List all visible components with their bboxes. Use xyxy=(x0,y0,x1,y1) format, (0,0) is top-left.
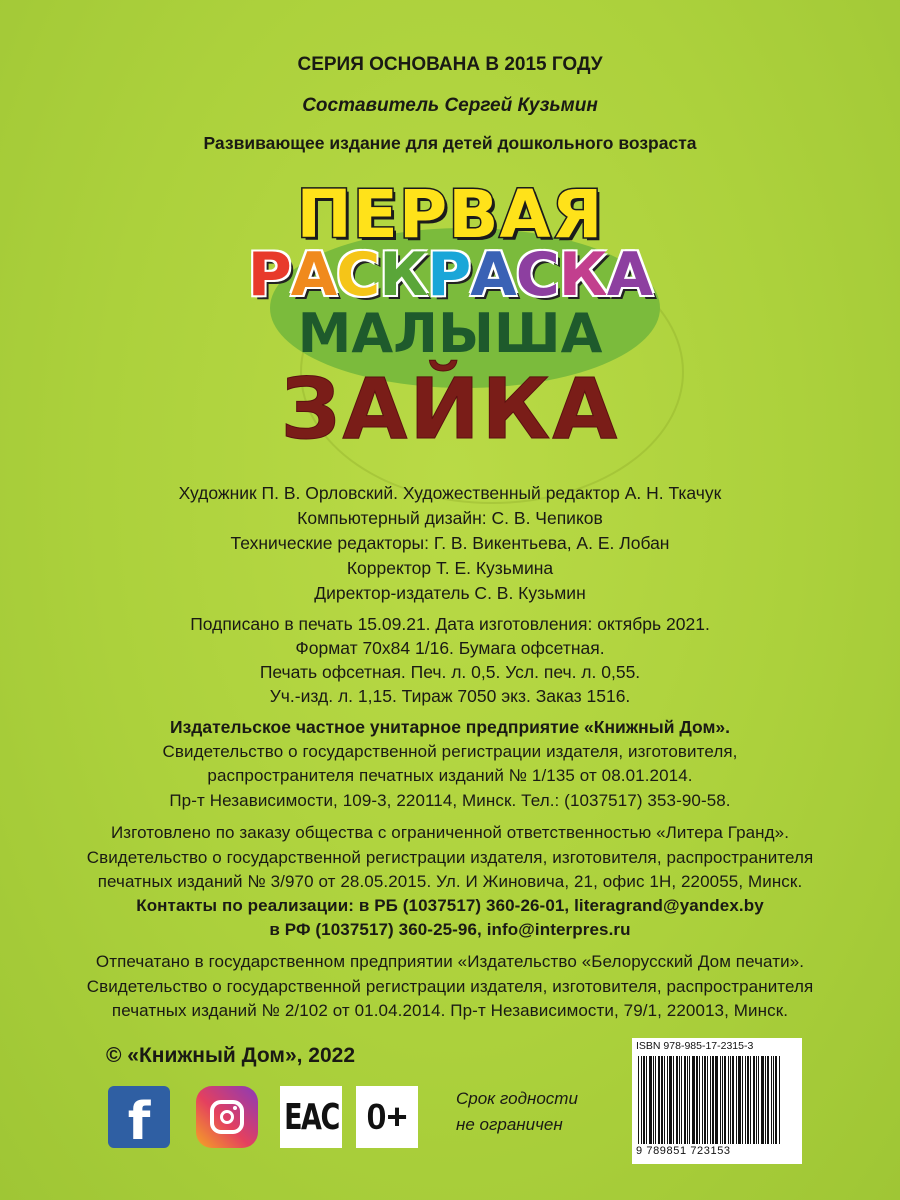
barcode-bar xyxy=(775,1056,777,1144)
barcode-bar xyxy=(696,1056,698,1144)
eac-mark-text: ЕАС xyxy=(283,1096,339,1138)
series-founded-line: СЕРИЯ ОСНОВАНА В 2015 ГОДУ xyxy=(297,54,603,75)
barcode-bar xyxy=(658,1056,660,1144)
barcode-bar xyxy=(761,1056,764,1144)
barcode-bar xyxy=(673,1056,674,1144)
facebook-glyph: f xyxy=(127,1092,151,1152)
barcode-bar xyxy=(736,1056,737,1144)
barcode-bar xyxy=(692,1056,695,1144)
print-info-line4: Уч.-изд. л. 1,15. Тираж 7050 экз. Заказ 1516. xyxy=(269,686,631,706)
credit-tech-editors: Технические редакторы: Г. В. Викентьева, А. Е. Лобан xyxy=(230,533,670,553)
title-line-raskraska xyxy=(0,240,900,310)
title-letter: С xyxy=(515,240,559,310)
eac-mark-icon xyxy=(280,1086,342,1148)
title-letter: А xyxy=(290,240,337,310)
credit-design: Компьютерный дизайн: С. В. Чепиков xyxy=(297,508,603,528)
publisher-name: Издательское частное унитарное предприятие «Книжный Дом». xyxy=(169,717,731,737)
barcode-bar xyxy=(661,1056,663,1144)
barcode-bar xyxy=(667,1056,668,1144)
barcode-bar xyxy=(655,1056,656,1144)
title-letter: К xyxy=(379,240,428,310)
title-letter: А xyxy=(606,240,653,310)
barcode-bar xyxy=(720,1056,721,1144)
barcode-bar xyxy=(747,1056,749,1144)
instagram-lens xyxy=(220,1110,234,1124)
barcode-bar xyxy=(689,1056,690,1144)
barcode-bar xyxy=(724,1056,726,1144)
barcode-bar xyxy=(732,1056,734,1144)
instagram-camera-shape xyxy=(210,1100,244,1134)
barcode-bar xyxy=(771,1056,772,1144)
printer-line2: Свидетельство о государственной регистрации издателя, изготовителя, распространителя xyxy=(86,977,814,996)
title-letter: Р xyxy=(427,240,471,310)
barcode-bar xyxy=(753,1056,755,1144)
age-rating-icon xyxy=(356,1086,418,1148)
credit-corrector: Корректор Т. Е. Кузьмина xyxy=(346,558,554,578)
title-line-zayka: ЗАЙКА xyxy=(280,360,620,458)
facebook-icon xyxy=(108,1086,170,1152)
instagram-icon xyxy=(196,1086,258,1148)
barcode-bar xyxy=(710,1056,711,1144)
barcode-bar xyxy=(728,1056,729,1144)
barcode-bar xyxy=(750,1056,751,1144)
barcode-bar xyxy=(704,1056,706,1144)
publisher-cert-1: Свидетельство о государственной регистрации издателя, изготовителя, xyxy=(162,742,738,761)
credit-director: Директор-издатель С. В. Кузьмин xyxy=(314,583,586,603)
barcode-bar xyxy=(684,1056,686,1144)
barcode-bar xyxy=(679,1056,680,1144)
print-info-line1: Подписано в печать 15.09.21. Дата изготовления: октябрь 2021. xyxy=(190,614,710,634)
barcode-bar xyxy=(681,1056,682,1144)
barcode-bar xyxy=(687,1056,688,1144)
print-info-line3: Печать офсетная. Печ. л. 0,5. Усл. печ. л. 0,55. xyxy=(259,662,641,682)
title-letter: С xyxy=(336,240,380,310)
barcode-bar xyxy=(702,1056,703,1144)
barcode-bar xyxy=(756,1056,757,1144)
credit-artist: Художник П. В. Орловский. Художественный редактор А. Н. Ткачук xyxy=(178,483,722,503)
edition-description: Развивающее издание для детей дошкольного возраста xyxy=(203,133,697,153)
isbn-label: ISBN 978-985-17-2315-3 xyxy=(636,1040,754,1052)
title-letter: А xyxy=(470,240,516,310)
barcode-bar xyxy=(758,1056,759,1144)
sales-contacts-rb: Контакты по реализации: в РБ (1037517) 360-26-01, literagrand@yandex.by xyxy=(136,896,764,915)
barcode-number: 9 789851 723153 xyxy=(636,1145,731,1157)
title-line-malysha: МАЛЫША xyxy=(297,302,603,365)
shelf-life-note xyxy=(456,1086,578,1138)
barcode-bar xyxy=(664,1056,665,1144)
barcode-bar xyxy=(779,1056,780,1144)
age-rating-text: 0+ xyxy=(366,1096,408,1137)
barcode-bar xyxy=(730,1056,731,1144)
barcode-bar xyxy=(712,1056,714,1144)
barcode-bar xyxy=(742,1056,743,1144)
barcode-bar xyxy=(765,1056,766,1144)
barcode-bar xyxy=(699,1056,700,1144)
publisher-address: Пр-т Независимости, 109-3, 220114, Минск. Тел.: (1037517) 353-90-58. xyxy=(169,791,731,810)
barcode-bar xyxy=(707,1056,708,1144)
barcode-bar xyxy=(676,1056,678,1144)
barcode-bar xyxy=(653,1056,654,1144)
barcode-bar xyxy=(646,1056,647,1144)
barcode-bar xyxy=(745,1056,746,1144)
manufacturer-line3: печатных изданий № 3/970 от 28.05.2015. Ул. И Жиновича, 21, офис 1Н, 220055, Минск. xyxy=(97,872,803,891)
barcode-bar xyxy=(738,1056,741,1144)
barcode-bar xyxy=(722,1056,723,1144)
shelf-life-line1: Срок годности xyxy=(456,1089,578,1108)
barcode-bar xyxy=(669,1056,672,1144)
barcode-bar xyxy=(767,1056,769,1144)
sales-contacts-rf: в РФ (1037517) 360-25-96, info@interpres.ru xyxy=(269,920,631,939)
shelf-life-line2: не ограничен xyxy=(456,1115,563,1134)
barcode-bar xyxy=(649,1056,652,1144)
barcode-box xyxy=(632,1038,802,1164)
barcode-bar xyxy=(638,1056,639,1144)
print-info-line2: Формат 70х84 1/16. Бумага офсетная. xyxy=(295,638,605,658)
barcode-bars xyxy=(638,1056,796,1144)
title-letter: К xyxy=(558,240,607,310)
title-letter: Р xyxy=(247,240,291,310)
publisher-cert-2: распространителя печатных изданий № 1/135 от 08.01.2014. xyxy=(207,766,693,785)
barcode-bar xyxy=(641,1056,642,1144)
copyright: © «Книжный Дом», 2022 xyxy=(106,1044,356,1067)
compiler-line: Составитель Сергей Кузьмин xyxy=(302,95,598,116)
title-line-pervaya: ПЕРВАЯ xyxy=(296,176,604,253)
manufacturer-line2: Свидетельство о государственной регистрации издателя, изготовителя, распространителя xyxy=(86,848,814,867)
instagram-dot xyxy=(233,1106,237,1110)
barcode-bar xyxy=(643,1056,645,1144)
printer-line3: печатных изданий № 2/102 от 01.04.2014. Пр-т Независимости, 79/1, 220013, Минск. xyxy=(111,1001,789,1020)
manufacturer-line1: Изготовлено по заказу общества с ограниченной ответственностью «Литера Гранд». xyxy=(110,823,790,842)
printer-line1: Отпечатано в государственном предприятии «Издательство «Белорусский Дом печати». xyxy=(95,952,805,971)
barcode-bar xyxy=(773,1056,774,1144)
barcode-bar xyxy=(715,1056,718,1144)
